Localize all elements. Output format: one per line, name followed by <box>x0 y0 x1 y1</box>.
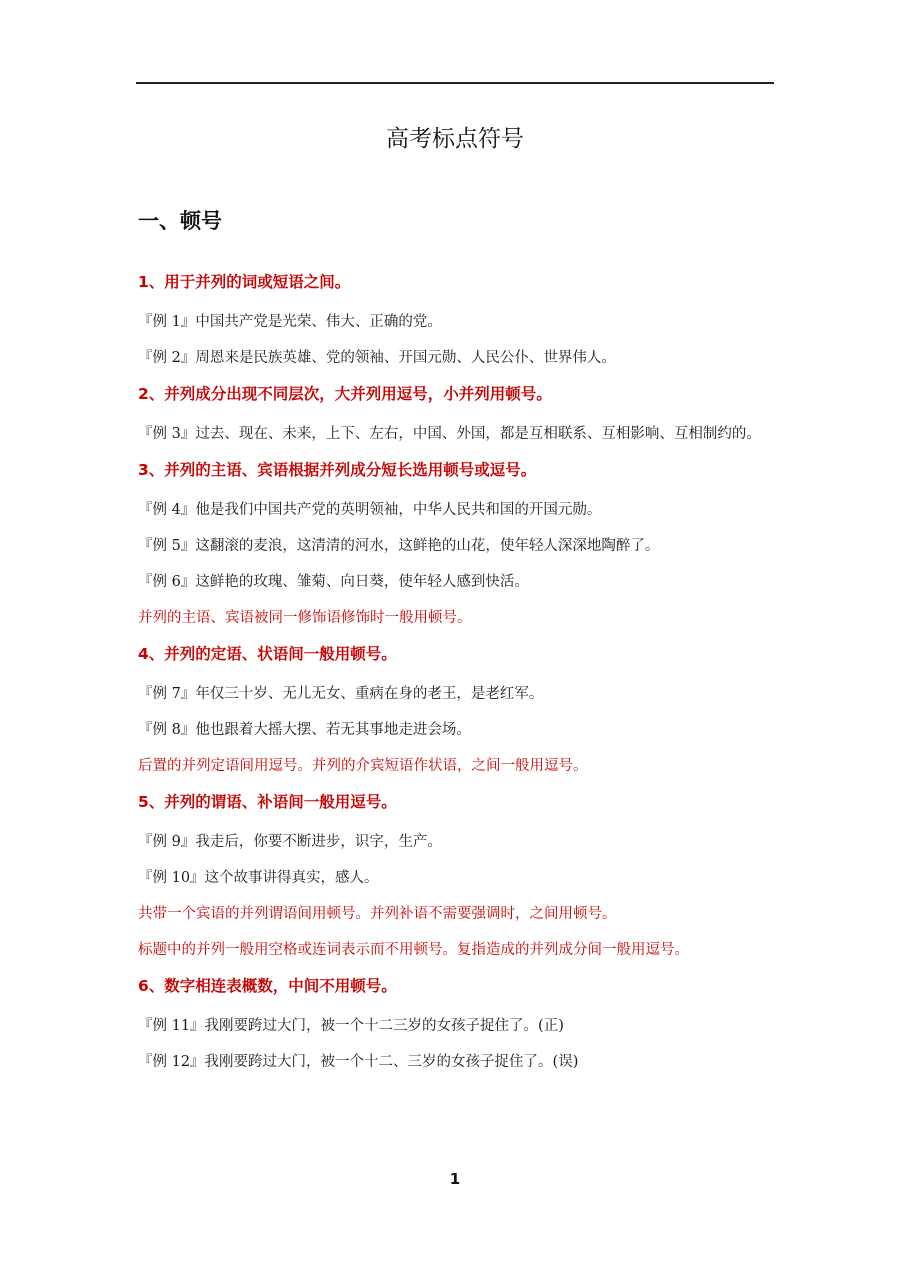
rule-heading: 1、用于并列的词或短语之间。 <box>138 273 351 291</box>
note-line: 并列的主语、宾语被同一修饰语修饰时一般用顿号。 <box>138 610 472 626</box>
example-line: 『例 10』这个故事讲得真实，感人。 <box>138 870 379 886</box>
example-line: 『例 12』我刚要跨过大门，被一个十二、三岁的女孩子捉住了。(误) <box>138 1054 579 1070</box>
rule-heading: 4、并列的定语、状语间一般用顿号。 <box>138 645 397 663</box>
note-line: 标题中的并列一般用空格或连词表示而不用顿号。复指造成的并列成分间一般用逗号。 <box>138 942 689 958</box>
example-line: 『例 9』我走后，你要不断进步，识字，生产。 <box>138 834 442 850</box>
example-line: 『例 7』年仅三十岁、无儿无女、重病在身的老王，是老红军。 <box>138 686 544 702</box>
note-line: 后置的并列定语间用逗号。并列的介宾短语作状语，之间一般用逗号。 <box>138 758 588 774</box>
page-number: 1 <box>449 1170 461 1188</box>
rule-heading: 3、并列的主语、宾语根据并列成分短长选用顿号或逗号。 <box>138 461 537 479</box>
note-line: 共带一个宾语的并列谓语间用顿号。并列补语不需要强调时，之间用顿号。 <box>138 906 617 922</box>
section-heading: 一、顿号 <box>138 209 222 233</box>
example-line: 『例 4』他是我们中国共产党的英明领袖，中华人民共和国的开国元勋。 <box>138 502 602 518</box>
example-line: 『例 8』他也跟着大摇大摆、若无其事地走进会场。 <box>138 722 471 738</box>
rule-heading: 6、数字相连表概数，中间不用顿号。 <box>138 977 397 995</box>
document-title: 高考标点符号 <box>386 126 524 152</box>
example-line: 『例 6』这鲜艳的玫瑰、雏菊、向日葵，使年轻人感到快活。 <box>138 574 529 590</box>
example-line: 『例 5』这翻滚的麦浪，这清清的河水，这鲜艳的山花，使年轻人深深地陶醉了。 <box>138 538 660 554</box>
rule-heading: 2、并列成分出现不同层次，大并列用逗号，小并列用顿号。 <box>138 385 552 403</box>
example-line: 『例 3』过去、现在、未来，上下、左右，中国、外国，都是互相联系、互相影响、互相制约的。 <box>138 426 761 442</box>
example-line: 『例 11』我刚要跨过大门，被一个十二三岁的女孩子捉住了。(正) <box>138 1018 564 1034</box>
header-rule <box>136 82 774 84</box>
example-line: 『例 1』中国共产党是光荣、伟大、正确的党。 <box>138 314 442 330</box>
rule-heading: 5、并列的谓语、补语间一般用逗号。 <box>138 793 397 811</box>
document-body <box>138 268 778 1080</box>
example-line: 『例 2』周恩来是民族英雄、党的领袖、开国元勋、人民公仆、世界伟人。 <box>138 350 616 366</box>
